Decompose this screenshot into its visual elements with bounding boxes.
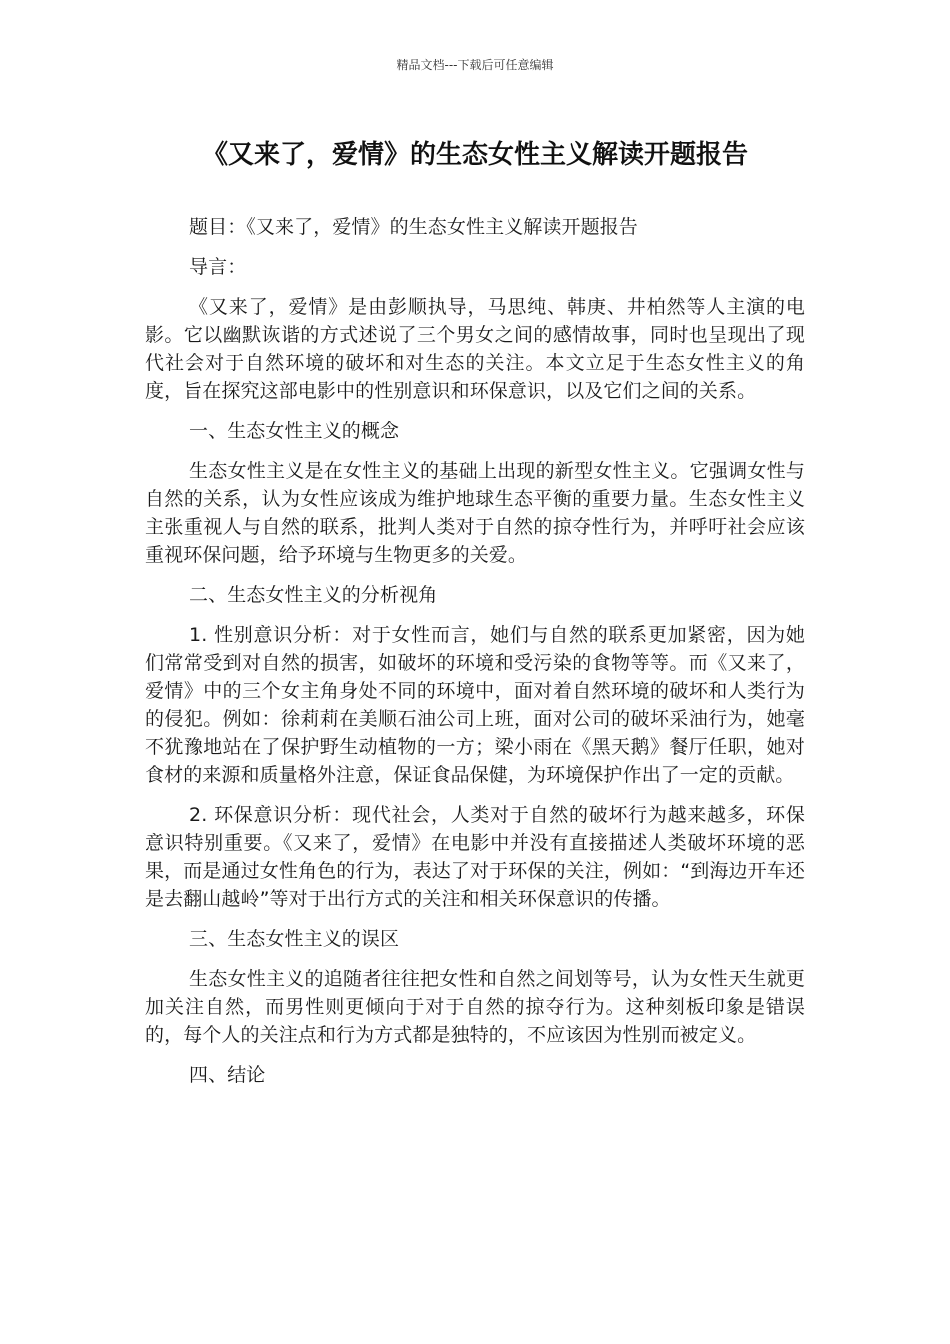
page-header: 精品文档---下载后可任意编辑 <box>396 58 554 72</box>
document-body <box>145 213 805 1101</box>
section3-heading: 三、生态女性主义的误区 <box>189 928 400 950</box>
section2-point2: 2. 环保意识分析：现代社会，人类对于自然的破坏行为越来越多，环保意识特别重要。《又来了，爱情》在电影中并没有直接描述人类破坏环境的恶果，而是通过女性角色的行为，表达了对于环保的关注，例如：“到海边开车还是去翻山越岭”等对于出行方式的关注和相关环保意识的传播。 <box>145 804 805 910</box>
section3-paragraph: 生态女性主义的追随者往往把女性和自然之间划等号，认为女性天生就更加关注自然，而男性则更倾向于对于自然的掠夺行为。这种刻板印象是错误的，每个人的关注点和行为方式都是独特的，不应该因为性别而被定义。 <box>145 968 805 1046</box>
intro-paragraph: 《又来了，爱情》是由彭顺执导，马思纯、韩庚、井柏然等人主演的电影。它以幽默诙谐的方式述说了三个男女之间的感情故事，同时也呈现出了现代社会对于自然环境的破坏和对生态的关注。本文立足于生态女性主义的角度，旨在探究这部电影中的性别意识和环保意识，以及它们之间的关系。 <box>145 296 805 402</box>
subject-line: 题目：《又来了，爱情》的生态女性主义解读开题报告 <box>189 216 638 238</box>
section1-paragraph: 生态女性主义是在女性主义的基础上出现的新型女性主义。它强调女性与自然的关系，认为女性应该成为维护地球生态平衡的重要力量。生态女性主义主张重视人与自然的联系，批判人类对于自然的掠夺性行为，并呼吁社会应该重视环保问题，给予环境与生物更多的关爱。 <box>145 460 805 566</box>
intro-heading: 导言： <box>189 256 247 278</box>
section4-heading: 四、结论 <box>189 1064 266 1086</box>
section1-heading: 一、生态女性主义的概念 <box>189 420 400 442</box>
section2-point1: 1. 性别意识分析：对于女性而言，她们与自然的联系更加紧密，因为她们常常受到对自然的损害，如破坏的环境和受污染的食物等等。而《又来了，爱情》中的三个女主角身处不同的环境中，面对着自然环境的破坏和人类行为的侵犯。例如：徐莉莉在美顺石油公司上班，面对公司的破坏采油行为，她毫不犹豫地站在了保护野生动植物的一方；梁小雨在《黑天鹅》餐厅任职，她对食材的来源和质量格外注意，保证食品保健，为环境保护作出了一定的贡献。 <box>145 624 805 786</box>
document-title: 《又来了，爱情》的生态女性主义解读开题报告 <box>201 140 748 170</box>
section2-heading: 二、生态女性主义的分析视角 <box>189 584 438 606</box>
